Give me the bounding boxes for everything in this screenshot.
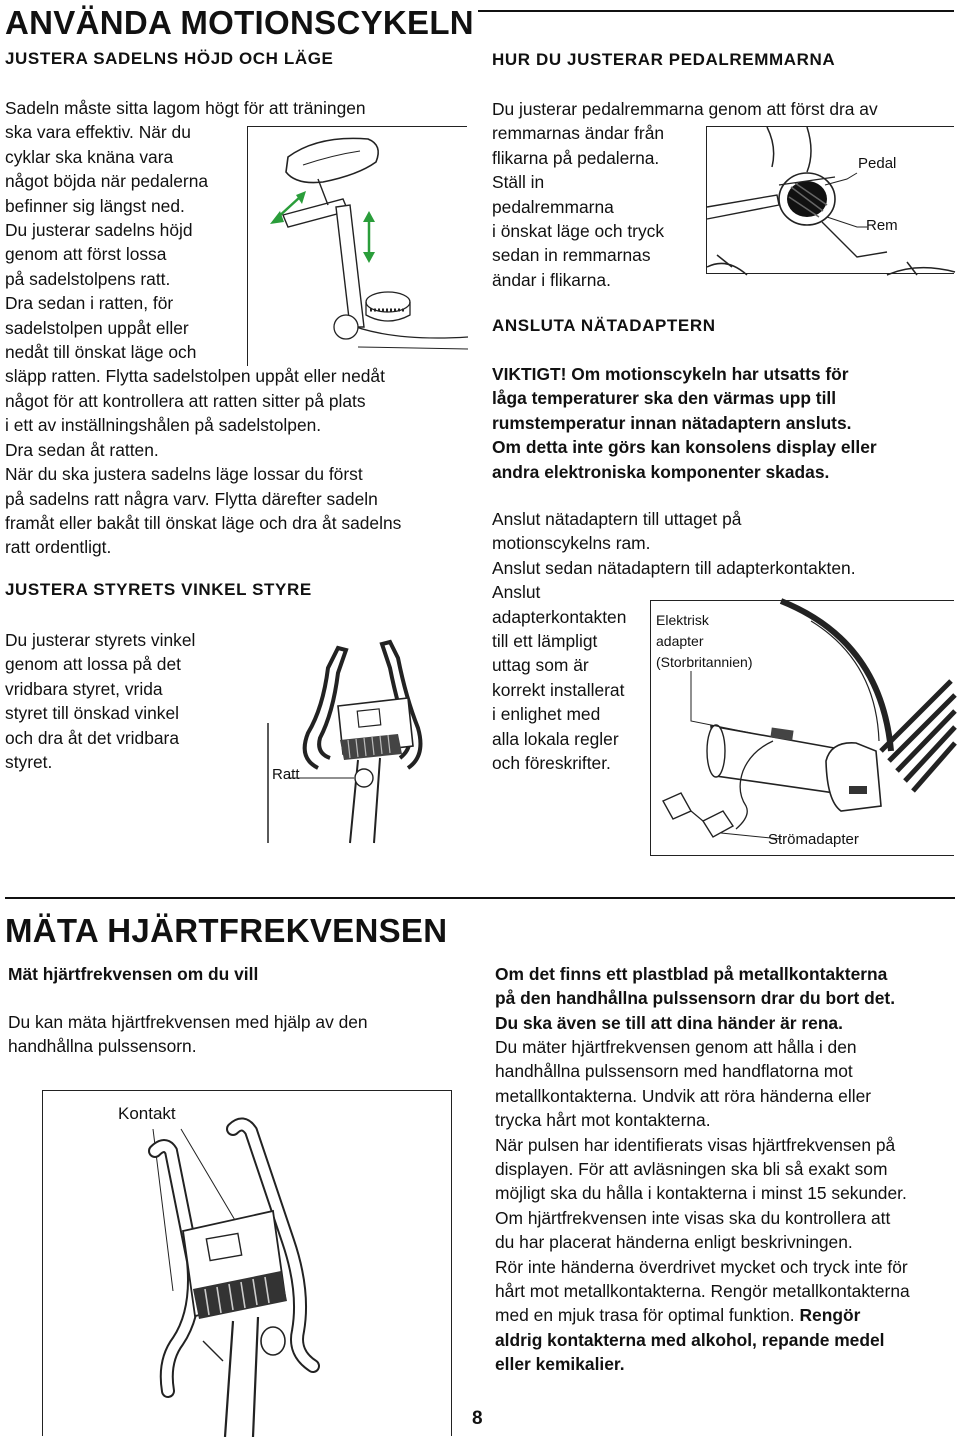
pedal-label: Pedal (858, 155, 897, 172)
seat-line: När du ska justera sadelns läge lossar du först (5, 464, 363, 485)
pedal-line: remmarnas ändar från (492, 123, 665, 144)
strap-label: Rem (866, 217, 898, 234)
seat-line: ska vara effektiv. När du (5, 122, 191, 143)
warning-line: VIKTIGT! Om motionscykeln har utsatts för (492, 364, 849, 384)
seat-heading: JUSTERA SADELNS HÖJD OCH LÄGE (5, 49, 334, 68)
seat-line: Sadeln måste sitta lagom högt för att träningen (5, 98, 366, 118)
pedal-line: Du justerar pedalremmarna genom att först dra av (492, 99, 878, 119)
knob-label: Ratt (272, 766, 300, 783)
pedal-heading: HUR DU JUSTERAR PEDALREMMARNA (492, 50, 836, 69)
instruction-line: När pulsen har identifierats visas hjärtfrekvensen på (495, 1134, 896, 1155)
instruction-line (495, 1303, 957, 1327)
power-adapter-label: Strömadapter (768, 831, 859, 848)
warning-line: andra elektroniska komponenter skadas. (492, 461, 830, 482)
handlebar-line: Du justerar styrets vinkel (5, 630, 196, 650)
adapter-line: till ett lämpligt (492, 631, 598, 652)
pedal-illustration (707, 127, 955, 275)
seat-line: cyklar ska knäna vara (5, 146, 174, 167)
pedal-line: sedan in remmarnas (492, 245, 651, 266)
instruction-line: Rör inte händerna överdrivet mycket och tryck inte för (495, 1256, 908, 1277)
plastic-warning (495, 962, 957, 1035)
handlebar-illustration (258, 628, 458, 843)
adapter-line: motionscykelns ram. (492, 533, 651, 554)
page-number: 8 (472, 1408, 483, 1429)
handlebar-line: och dra åt det vridbara (5, 727, 180, 748)
instruction-line: displayen. För att avläsningen ska bli så exakt som (495, 1159, 888, 1180)
handlebar-figure (258, 628, 458, 843)
warning-line: rumstemperatur innan nätadaptern ansluts. (492, 412, 852, 433)
instruction-line: möjligt ska du hålla i kontakterna i minst 15 sekunder. (495, 1183, 907, 1204)
seat-line: framåt eller bakåt till önskat läge och dra åt sadelns (5, 512, 402, 533)
seat-line: sadelstolpen uppåt eller (5, 317, 189, 338)
seat-line: Dra sedan i ratten, för (5, 293, 174, 314)
handlebar-line: styret till önskad vinkel (5, 703, 179, 724)
intro-line: handhållna pulssensorn. (8, 1036, 197, 1057)
contact-label: Kontakt (118, 1104, 176, 1123)
pulse-sensor-figure (42, 1090, 452, 1436)
adapter-line: Anslut sedan nätadaptern till adapterkontakten. (492, 557, 856, 578)
seat-line: befinner sig längst ned. (5, 195, 185, 216)
uk-adapter-line: (Storbritannien) (656, 654, 753, 670)
adapter-line: uttag som är (492, 655, 589, 676)
top-rule (478, 10, 954, 12)
handlebar-line: genom att lossa på det (5, 654, 181, 675)
seat-line: på sadelstolpens ratt. (5, 268, 171, 289)
uk-adapter-line: adapter (656, 633, 704, 649)
adapter-heading: ANSLUTA NÄTADAPTERN (492, 316, 716, 335)
adapter-line: Anslut nätadaptern till uttaget på (492, 509, 742, 529)
heart-rate-instructions (495, 1035, 957, 1377)
seat-line: genom att först lossa (5, 244, 167, 265)
uk-adapter-label (656, 610, 753, 673)
handlebar-line: vridbara styret, vrida (5, 678, 163, 699)
seat-line: Dra sedan åt ratten. (5, 439, 159, 460)
cleaning-warning-start: Rengör (799, 1305, 861, 1326)
seat-line: något böjda när pedalerna (5, 171, 209, 192)
seat-line: något för att kontrollera att ratten sitter på plats (5, 390, 366, 411)
intro-line: Du kan mäta hjärtfrekvensen med hjälp av den (8, 1012, 368, 1032)
seat-figure (247, 126, 467, 366)
seat-line: i ett av inställningshålen på sadelstolpen. (5, 415, 322, 436)
handlebar-heading: JUSTERA STYRETS VINKEL STYRE (5, 580, 312, 599)
seat-line: Du justerar sadelns höjd (5, 220, 193, 241)
warning-line: Om detta inte görs kan konsolens display eller (492, 437, 877, 458)
seat-line: nedåt till önskat läge och (5, 342, 197, 363)
section-title-using-bike: ANVÄNDA MOTIONSCYKELN (5, 4, 474, 41)
adapter-line: korrekt installerat (492, 679, 625, 700)
section-title-heart-rate: MÄTA HJÄRTFREKVENSEN (5, 912, 448, 949)
seat-illustration (248, 127, 468, 367)
seat-line: släpp ratten. Flytta sadelstolpen uppåt eller nedåt (5, 366, 385, 387)
instruction-line: hårt mot metallkontakterna. Rengör metallkontakterna (495, 1281, 910, 1302)
instruction-line: trycka hårt mot kontakterna. (495, 1110, 711, 1131)
adapter-line: och föreskrifter. (492, 753, 611, 774)
instruction-line: metallkontakterna. Undvik att röra händerna eller (495, 1085, 872, 1106)
pedal-line: flikarna på pedalerna. (492, 147, 660, 168)
instruction-line: handhållna pulssensorn med handflatorna mot (495, 1061, 853, 1082)
pedal-line: ändar i flikarna. (492, 269, 611, 290)
pedal-line: pedalremmarna (492, 196, 614, 217)
plastic-line: Om det finns ett plastblad på metallkontakterna (495, 964, 888, 984)
cleaning-warning-line: aldrig kontakterna med alkohol, repande medel (495, 1329, 885, 1350)
adapter-line: adapterkontakten (492, 606, 627, 627)
pedal-line: i önskat läge och tryck (492, 221, 665, 242)
seat-line: ratt ordentligt. (5, 537, 112, 558)
plastic-line: Du ska även se till att dina händer är rena. (495, 1012, 843, 1033)
adapter-line: Anslut (492, 582, 541, 603)
plastic-line: på den handhållna pulssensorn drar du bort det. (495, 988, 896, 1009)
section-divider (5, 897, 955, 899)
adapter-line: alla lokala regler (492, 728, 619, 749)
pulse-sensor-illustration (43, 1091, 453, 1437)
instruction-line: Om hjärtfrekvensen inte visas ska du kontrollera att (495, 1207, 891, 1228)
warning-line: låga temperaturer ska den värmas upp till (492, 388, 837, 409)
adapter-warning (492, 362, 952, 484)
adapter-line: i enlighet med (492, 704, 601, 725)
heart-rate-intro (8, 1010, 478, 1059)
uk-adapter-line: Elektrisk (656, 612, 709, 628)
instruction-line: Du mäter hjärtfrekvensen genom att hålla i den (495, 1037, 857, 1057)
heart-rate-subheading: Mät hjärtfrekvensen om du vill (8, 964, 259, 984)
seat-line: på sadelns ratt några varv. Flytta därefter sadeln (5, 488, 378, 509)
instruction-line: du har placerat händerna enligt beskrivningen. (495, 1232, 853, 1253)
pedal-figure (706, 126, 954, 274)
cleaning-warning-line: eller kemikalier. (495, 1354, 625, 1375)
pedal-line: Ställ in (492, 172, 545, 193)
instruction-line-text: med en mjuk trasa för optimal funktion. (495, 1305, 795, 1326)
handlebar-line: styret. (5, 752, 53, 773)
handlebar-text (5, 628, 235, 774)
